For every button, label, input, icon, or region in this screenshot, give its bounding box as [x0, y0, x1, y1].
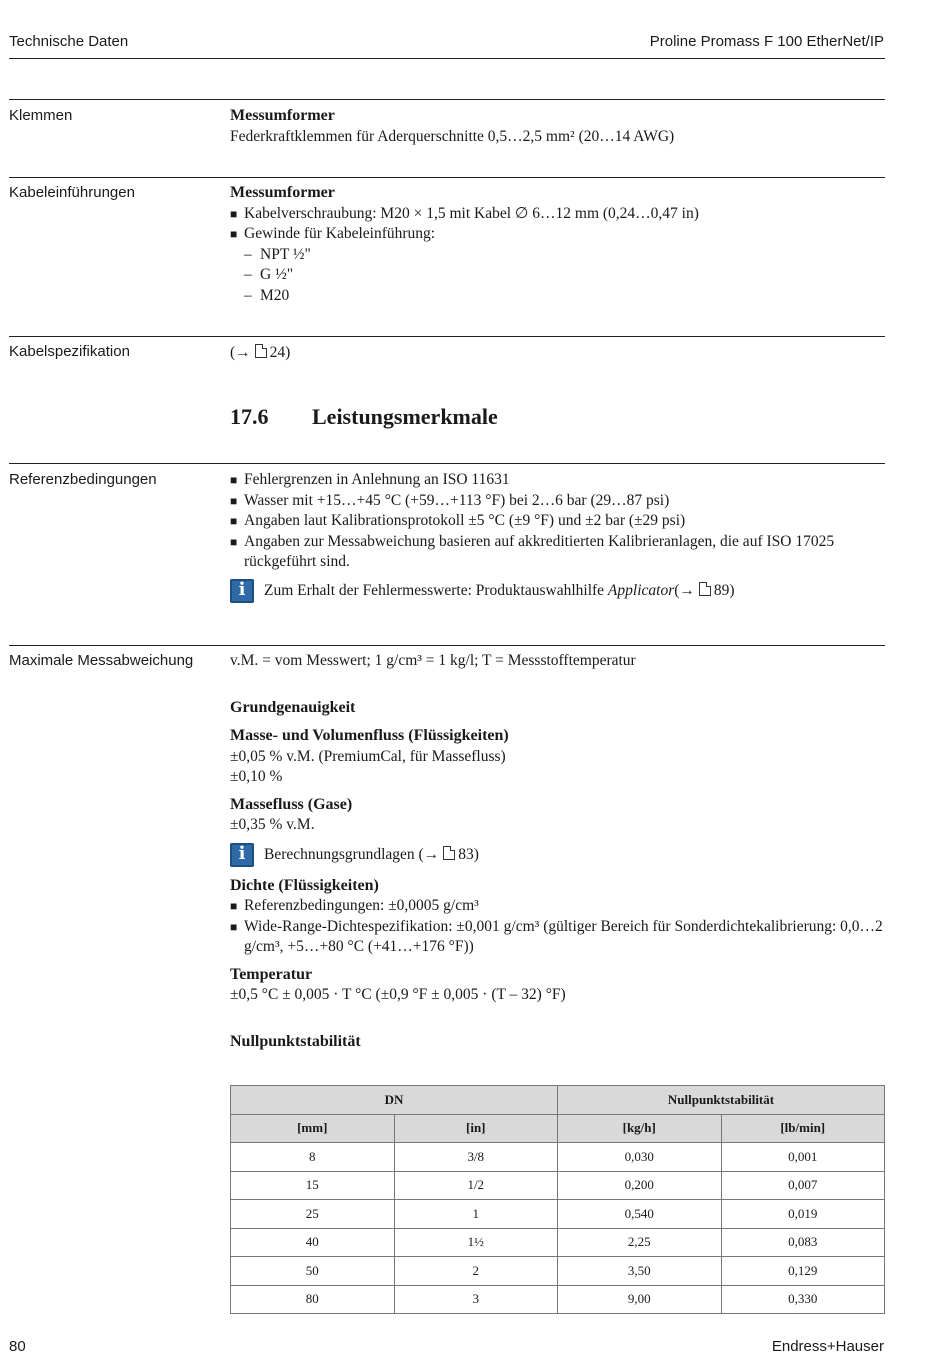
- bullet-item: ■ Referenzbedingungen: ±0,0005 g/cm³: [230, 896, 885, 917]
- bullet-item: ■ Gewinde für Kabeleinführung:: [230, 224, 885, 245]
- table-row: [231, 1200, 885, 1229]
- subheading: Nullpunktstabilität: [230, 1032, 361, 1050]
- table-cell: 15: [231, 1171, 395, 1200]
- table-cell: 0,007: [721, 1171, 885, 1200]
- divider: [9, 463, 885, 464]
- subheading: Grundgenauigkeit: [230, 698, 356, 716]
- bullet-square-icon: ■: [230, 227, 238, 241]
- table-row: [231, 1171, 885, 1200]
- bullet-item: ■ Angaben zur Messabweichung basieren auf akkreditierten Kalibrieranlagen, die auf ISO 17025 rückgeführt sind.: [230, 532, 885, 573]
- table-cell: 9,00: [558, 1285, 722, 1314]
- row-label-klemmen: Klemmen: [9, 107, 73, 124]
- dash-item: – NPT ½": [244, 245, 311, 263]
- header-product-name: Proline Promass F 100 EtherNet/IP: [649, 33, 884, 50]
- table-cell: 0,083: [721, 1228, 885, 1257]
- subheading: Messumformer: [230, 107, 335, 124]
- page-number: 80: [9, 1338, 26, 1355]
- table-cell: 0,330: [721, 1285, 885, 1314]
- bullet-square-icon: ■: [230, 473, 238, 487]
- table-col-header-kgh: [kg/h]: [558, 1114, 722, 1143]
- table-cell: 0,540: [558, 1200, 722, 1229]
- table-cell: 25: [231, 1200, 395, 1229]
- dash-item: – M20: [244, 286, 290, 304]
- page-icon: [443, 846, 455, 860]
- table-group-header-dn: DN: [231, 1086, 558, 1115]
- row-content-kabelspezifikation: [230, 343, 885, 364]
- text-line: ±0,05 % v.M. (PremiumCal, für Massefluss): [230, 747, 506, 765]
- text-line: ±0,35 % v.M.: [230, 816, 315, 833]
- row-content-klemmen: [230, 106, 885, 147]
- table-cell: 0,019: [721, 1200, 885, 1229]
- table-cell: 3,50: [558, 1257, 722, 1286]
- subheading: Messumformer: [230, 184, 335, 201]
- table-row: [231, 1285, 885, 1314]
- section-heading: 17.6 Leistungsmerkmale: [230, 404, 498, 429]
- divider: [9, 645, 885, 646]
- divider: [9, 336, 885, 337]
- row-content-messabweichung: [230, 651, 885, 1052]
- info-note: [230, 845, 885, 867]
- row-label-messabweichung: Maximale Messabweichung: [9, 652, 194, 669]
- subheading: Massefluss (Gase): [230, 795, 353, 813]
- table-cell: 3: [394, 1285, 558, 1314]
- info-icon: i: [230, 579, 254, 603]
- text-line: v.M. = vom Messwert; 1 g/cm³ = 1 kg/l; T = Messstofftemperatur: [230, 652, 636, 669]
- page-reference-link[interactable]: Berechnungsgrundlagen (→ 83): [264, 845, 479, 863]
- bullet-square-icon: ■: [230, 534, 238, 549]
- table-row: [231, 1257, 885, 1286]
- bullet-item: ■ Wasser mit +15…+45 °C (+59…+113 °F) bei 2…6 bar (29…87 psi): [230, 491, 885, 512]
- subheading: Masse- und Volumenfluss (Flüssigkeiten): [230, 727, 509, 744]
- header-rule: [9, 58, 885, 59]
- page-icon: [255, 344, 267, 358]
- nullpunkt-table: [230, 1085, 885, 1314]
- info-note: i Zum Erhalt der Fehlermesswerte: Produktauswahlhilfe Applicator(→ 89): [230, 581, 885, 603]
- table-cell: 0,030: [558, 1143, 722, 1172]
- row-label-kabeleinfuehrungen: Kabeleinführungen: [9, 184, 135, 201]
- row-content-referenzbedingungen: [230, 470, 885, 603]
- table-cell: 1½: [394, 1228, 558, 1257]
- divider: [9, 177, 885, 178]
- divider: [9, 99, 885, 100]
- table-cell: 50: [231, 1257, 395, 1286]
- bullet-square-icon: ■: [230, 206, 238, 221]
- footer-brand: Endress+Hauser: [771, 1338, 884, 1355]
- table-group-header-nullpunkt: Nullpunktstabilität: [558, 1086, 885, 1115]
- table-cell: 3/8: [394, 1143, 558, 1172]
- text-line: Federkraftklemmen für Aderquerschnitte 0,5…2,5 mm² (20…14 AWG): [230, 127, 675, 145]
- text-line: ±0,5 °C ± 0,005 · T °C (±0,9 °F ± 0,005 · (T – 32) °F): [230, 986, 566, 1003]
- table-cell: 1: [394, 1200, 558, 1229]
- bullet-item: ■ Kabelverschraubung: M20 × 1,5 mit Kabel ∅ 6…12 mm (0,24…0,47 in): [230, 204, 885, 225]
- table-col-header-mm: [mm]: [231, 1114, 395, 1143]
- table-cell: 0,129: [721, 1257, 885, 1286]
- text-line: ±0,10 %: [230, 768, 283, 785]
- table-row: [231, 1143, 885, 1172]
- table-cell: 8: [231, 1143, 395, 1172]
- bullet-item: ■ Wide-Range-Dichtespezifikation: ±0,001 g/cm³ (gültiger Bereich für Sonderdichtekalibrierung: 0,0…2 g/cm³, +5…+80 °C (+41…+176 °F)): [230, 917, 885, 958]
- page-icon: [699, 582, 711, 596]
- table-cell: 40: [231, 1228, 395, 1257]
- table-cell: 0,001: [721, 1143, 885, 1172]
- table-cell: 0,200: [558, 1171, 722, 1200]
- bullet-item: ■ Fehlergrenzen in Anlehnung an ISO 11631: [230, 470, 885, 491]
- header-section-title: Technische Daten: [9, 33, 129, 50]
- row-label-kabelspezifikation: Kabelspezifikation: [9, 343, 130, 360]
- table-row: [231, 1228, 885, 1257]
- subheading: Temperatur: [230, 965, 313, 983]
- table-cell: 2,25: [558, 1228, 722, 1257]
- subheading: Dichte (Flüssigkeiten): [230, 876, 379, 894]
- row-content-kabeleinfuehrungen: [230, 183, 885, 306]
- bullet-square-icon: ■: [230, 514, 238, 528]
- bullet-square-icon: ■: [230, 493, 238, 508]
- table-cell: 80: [231, 1285, 395, 1314]
- info-icon: i: [230, 843, 254, 867]
- table-col-header-lbmin: [lb/min]: [721, 1114, 885, 1143]
- page-reference-link[interactable]: (→ 89): [674, 581, 735, 599]
- table-col-header-in: [in]: [394, 1114, 558, 1143]
- table-cell: 2: [394, 1257, 558, 1286]
- page-reference-link[interactable]: (→ 24): [230, 344, 291, 361]
- table-cell: 1/2: [394, 1171, 558, 1200]
- row-label-referenzbedingungen: Referenzbedingungen: [9, 471, 157, 488]
- bullet-item: ■ Angaben laut Kalibrationsprotokoll ±5 °C (±9 °F) und ±2 bar (±29 psi): [230, 511, 885, 532]
- dash-item: – G ½": [244, 266, 294, 283]
- bullet-square-icon: ■: [230, 919, 238, 934]
- bullet-square-icon: ■: [230, 899, 238, 913]
